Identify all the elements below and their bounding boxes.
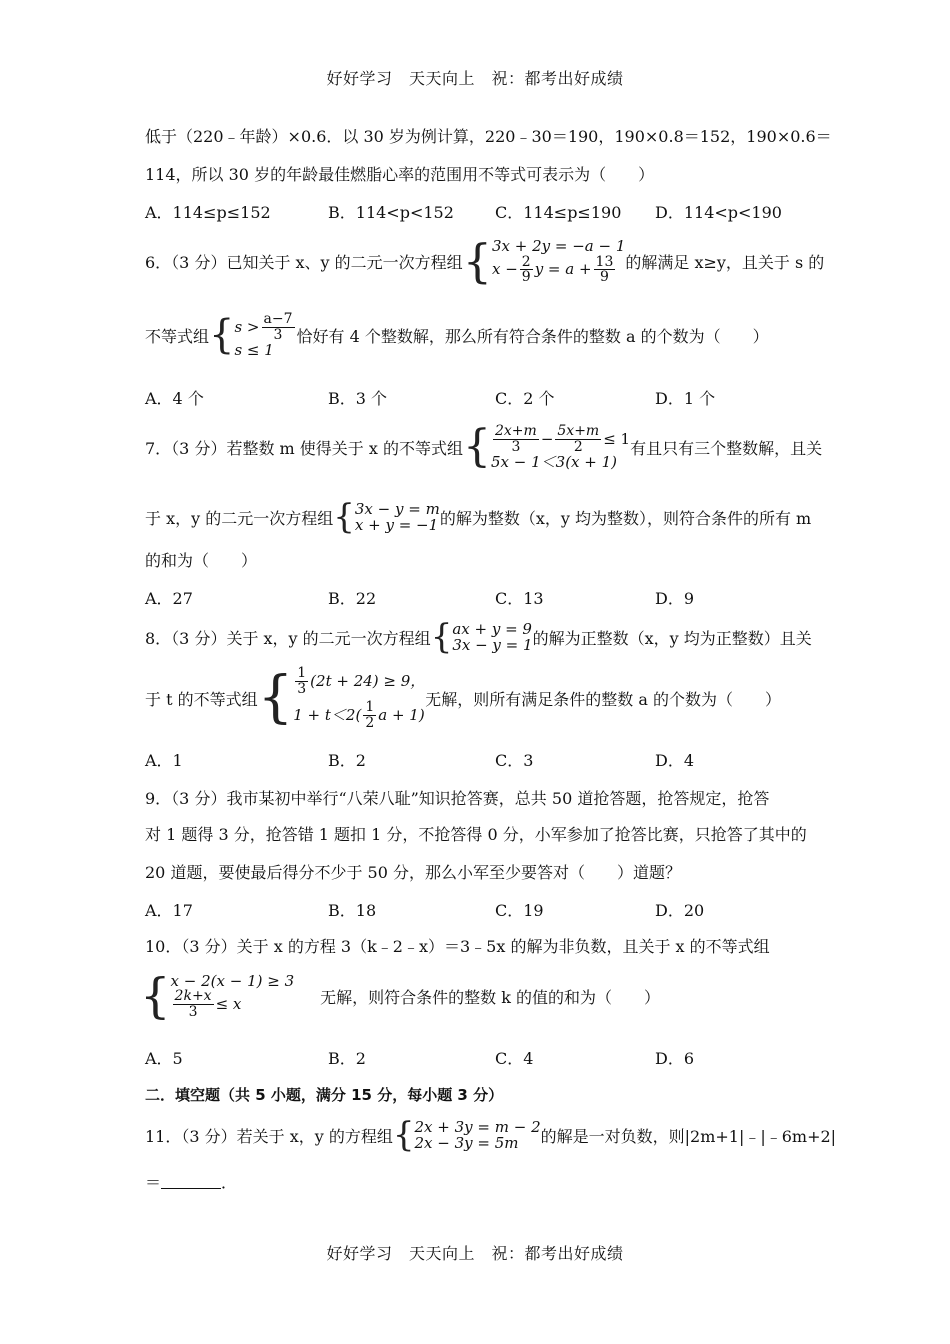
q9-line-2: 对 1 题得 3 分，抢答错 1 题扣 1 分，不抢答得 0 分，小军参加了抢答比赛，只抢答了其中的 [145,825,807,844]
q8-option-d[interactable]: D．4 [655,751,695,770]
q7-option-d[interactable]: D．9 [655,589,695,608]
q6-eq2-part-b: y = a + [534,260,592,279]
q7-option-b[interactable]: B．22 [328,589,377,608]
q11-line2-suffix: ． [221,1173,238,1192]
q10-option-d[interactable]: D．6 [655,1049,695,1068]
q6-equation-system [462,234,626,289]
q10-line2-suffix: 无解，则符合条件的整数 k 的值的和为（ ） [320,987,660,1007]
q6-option-b[interactable]: B．3 个 [328,389,388,408]
q8-i2-part-a: 1 + t＜2( [293,706,362,725]
q8-i2-num: 1 [365,699,375,716]
q6-eq2-den2: 9 [600,269,609,286]
q6-option-a[interactable]: A．4 个 [145,389,204,408]
q11-suffix: 的解是一对负数，则|2m+1|﹣|﹣6m+2| [540,1126,837,1146]
q8-i2-den: 2 [365,715,375,732]
q9-option-d[interactable]: D．20 [655,901,705,920]
q10-option-b[interactable]: B．2 [328,1049,366,1068]
q6-brace-icon: { [462,234,492,289]
page-header: 好好学习 天天向上 祝：都考出好成绩 [326,69,624,88]
q5-line-2: 114，所以 30 岁的年龄最佳燃脂心率的范围用不等式可表示为（ ） [145,165,655,184]
q10-f-rest: ≤ x [215,995,242,1013]
q8-i1-rest: (2t + 24) ≥ 9， [310,671,426,690]
q11-answer-blank[interactable] [161,1174,221,1189]
q7-line-3: 的和为（ ） [145,551,258,570]
q10-f-den: 3 [188,1003,198,1020]
q8-option-a[interactable]: A．1 [145,751,183,770]
q7-brace-icon: { [463,421,491,473]
q6-eq1: 3x + 2y = −a − 1 [491,237,626,255]
q8-i1-den: 3 [297,680,307,697]
q11-eq1: 2x + 3y = m − 2 [414,1117,541,1136]
q10-option-a[interactable]: A．5 [145,1049,183,1068]
q7-eq1: 3x − y = m [354,499,440,518]
q6-option-c[interactable]: C．2 个 [495,389,555,408]
q11-equation-system [392,1115,541,1155]
section-2-heading: 二．填空题（共 5 小题，满分 15 分，每小题 3 分） [145,1086,504,1104]
q5-option-a[interactable]: A．114≤p≤152 [145,203,271,222]
q9-option-a[interactable]: A．17 [145,901,193,920]
q8-inequality-system [258,666,426,731]
q6-ineq1-part: s > [234,317,260,336]
q5-option-d[interactable]: D．114<p<190 [655,203,782,222]
q10-ineq1: x − 2(x − 1) ≥ 3 [170,971,295,990]
q8-suffix: 的解为正整数（x，y 均为正整数）且关 [532,628,812,648]
q11-line-2 [145,1170,237,1193]
q7-option-a[interactable]: A．27 [145,589,193,608]
q8-eq2: 3x − y = 1 [452,636,533,654]
q7-line2-suffix: 的解为整数（x，y 均为整数），则符合条件的所有 m [439,508,812,528]
q6-eq2-den: 9 [521,269,531,286]
q6-eq2-num2: 13 [595,253,614,270]
q10-brace-icon: { [140,968,171,1024]
q7-eq-brace-icon: { [333,497,355,537]
q11-brace-icon: { [392,1115,415,1155]
q6-option-d[interactable]: D．1 个 [655,389,716,408]
q6-ineq2: s ≤ 1 [234,341,274,360]
q5-line-1: 低于（220﹣年龄）×0.6．以 30 岁为例计算，220﹣30＝190，190×0.8＝152，190×0.6＝ [145,127,832,146]
q8-line-1 [145,617,812,657]
q8-ineq-brace-icon: { [257,665,294,731]
q9-line-1: 9．（3 分）我市某初中举行“八荣八耻”知识抢答赛，总共 50 道抢答题，抢答规定，抢答 [145,789,770,808]
q7-f2-num: 5x+m [557,423,600,439]
q10-line-1: 10．（3 分）关于 x 的方程 3（k﹣2﹣x）＝3﹣5x 的解为非负数，且关于 x 的不等式组 [145,937,770,956]
q5-option-c[interactable]: C．114≤p≤190 [495,203,622,222]
q8-i1-num: 1 [297,665,307,681]
q9-line-3: 20 道题，要使最后得分不少于 50 分，那么小军至少要答对（ ）道题？ [145,863,681,882]
q6-line-2 [145,312,769,359]
q8-option-c[interactable]: C．3 [495,751,534,770]
q6-line2-suffix: 恰好有 4 个整数解，那么所有符合条件的整数 a 的个数为（ ） [296,326,769,346]
q9-option-b[interactable]: B．18 [328,901,377,920]
q6-line-1 [145,234,825,289]
q8-eq1: ax + y = 9 [452,619,532,638]
q8-brace-icon: { [430,617,453,657]
q11-line2-prefix: ＝ [145,1173,162,1192]
q10-inequality-system [140,968,295,1024]
q8-line-2 [145,666,781,731]
q8-i2-part-b: a + 1) [378,706,425,725]
q7-eq2: x + y = −1 [354,516,439,534]
q7-line-2 [145,497,812,537]
q10-line-2 [140,968,660,1024]
q6-line2-prefix: 不等式组 [145,326,210,346]
q7-suffix: 有且只有三个整数解，且关 [630,438,823,458]
q6-prefix: 6．（3 分）已知关于 x、y 的二元一次方程组 [145,252,463,272]
q8-line2-suffix: 无解，则所有满足条件的整数 a 的个数为（ ） [425,689,782,709]
q5-option-b[interactable]: B．114<p<152 [328,203,454,222]
page-footer: 好好学习 天天向上 祝：都考出好成绩 [326,1244,624,1263]
q7-inequality-system [463,421,631,473]
q7-equation-system [333,497,440,537]
q8-line2-prefix: 于 t 的不等式组 [145,689,258,709]
q9-option-c[interactable]: C．19 [495,901,544,920]
q6-inequality-system [209,312,296,359]
q7-f1-num: 2x+m [495,423,537,439]
q7-f1-den: 3 [511,438,521,455]
q7-le1: ≤ 1 [603,429,631,448]
q6-ineq-brace-icon: { [209,312,235,359]
q8-option-b[interactable]: B．2 [328,751,366,770]
q10-option-c[interactable]: C．4 [495,1049,534,1068]
q11-eq2: 2x − 3y = 5m [414,1134,519,1152]
q10-f-num: 2k+x [174,988,212,1005]
q7-prefix: 7．（3 分）若整数 m 使得关于 x 的不等式组 [145,438,463,458]
q7-line-1 [145,421,823,473]
q6-ineq1-num: a−7 [263,311,293,327]
q6-ineq1-den: 3 [273,326,283,343]
q8-equation-system [430,617,533,657]
q6-eq2-part-a: x − [491,260,518,279]
q6-suffix: 的解满足 x≥y，且关于 s 的 [625,252,825,272]
q8-prefix: 8．（3 分）关于 x，y 的二元一次方程组 [145,628,431,648]
q7-minus: − [540,429,554,448]
q7-line2-prefix: 于 x，y 的二元一次方程组 [145,508,334,528]
q7-f2-den: 2 [573,438,583,455]
q11-line-1 [145,1115,837,1155]
q7-ineq2: 5x − 1＜3(x + 1) [491,453,618,472]
q6-eq2-num: 2 [521,253,531,270]
q11-prefix: 11．（3 分）若关于 x，y 的方程组 [145,1126,393,1146]
q7-option-c[interactable]: C．13 [495,589,544,608]
